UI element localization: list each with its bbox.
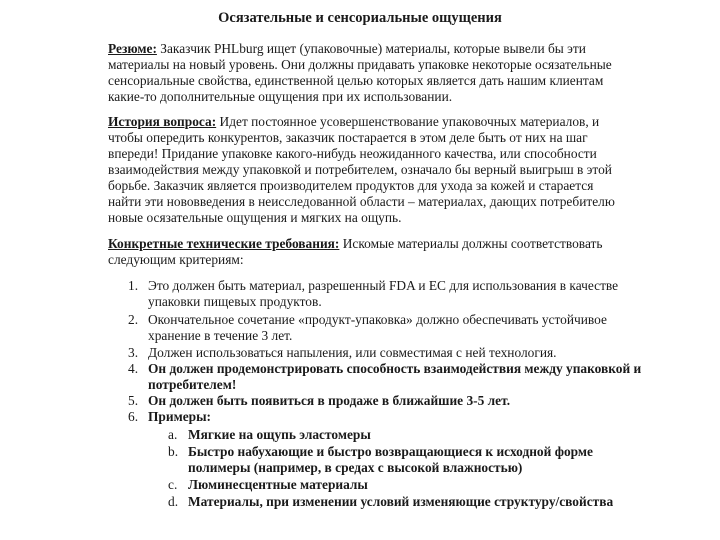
summary-line-4: какие-то дополнительные ощущения при их использовании.	[108, 89, 453, 104]
list-number: 1.	[128, 278, 139, 293]
summary-line-3: сенсориальные свойства, единственной целью которых является дать нашим клиентам	[108, 73, 604, 88]
sublist-letter: b.	[168, 444, 179, 459]
history-line-1	[108, 114, 599, 129]
history-line-4: взаимодействия между упаковкой и потребителем, означало бы верный выигрыш в этой	[108, 162, 612, 177]
summary-line-1	[108, 41, 586, 56]
summary-heading: Резюме:	[108, 41, 157, 56]
summary-text: Заказчик PHLburg ищет (упаковочные) материалы, которые вывели бы эти	[156, 41, 586, 56]
list-item-4-line-2: потребителем!	[148, 377, 237, 392]
list-item-5-line-1: Он должен быть появиться в продаже в ближайшие 3-5 лет.	[148, 393, 511, 408]
history-line-6: найти эти нововведения в неисследованной области – материалах, дающих потребителю	[108, 194, 615, 209]
list-item-4-line-1: Он должен продемонстрировать способность взаимодействия между упаковкой и	[148, 361, 642, 376]
history-heading: История вопроса:	[108, 114, 217, 129]
list-item-3-line-1: Должен использоваться напыления, или совместимая с ней технология.	[148, 345, 557, 360]
requirements-line-2: следующим критериям:	[108, 252, 244, 267]
list-number: 3.	[128, 345, 139, 360]
document-title: Осязательные и сенсориальные ощущения	[218, 10, 502, 26]
sublist-item-c-line-1: Люминесцентные материалы	[188, 477, 368, 492]
sublist-item-b-line-1: Быстро набухающие и быстро возвращающиеся к исходной форме	[188, 444, 593, 459]
list-number: 6.	[128, 409, 139, 424]
history-line-7: новые осязательные ощущения и мягких на ощупь.	[108, 210, 402, 225]
sublist-item-a-line-1: Мягкие на ощупь эластомеры	[188, 427, 371, 442]
sublist-letter: c.	[168, 477, 178, 492]
list-number: 4.	[128, 361, 139, 376]
sublist-item-b-line-2: полимеры (например, в средах с высокой влажностью)	[188, 460, 523, 475]
list-number: 5.	[128, 393, 139, 408]
requirements-text: Искомые материалы должны соответствовать	[339, 236, 603, 251]
history-text: Идет постоянное усовершенствование упаковочных материалов, и	[216, 114, 600, 129]
sublist-item-d-line-1: Материалы, при изменении условий изменяющие структуру/свойства	[188, 494, 614, 509]
requirements-line-1	[108, 236, 603, 251]
history-line-5: борьбе. Заказчик является производителем продуктов для ухода за кожей и старается	[108, 178, 594, 193]
list-item-2-line-1: Окончательное сочетание «продукт-упаковка» должно обеспечивать устойчивое	[148, 312, 607, 327]
list-item-2-line-2: хранение в течение 3 лет.	[148, 328, 293, 343]
list-item-1-line-1: Это должен быть материал, разрешенный FDA и ЕС для использования в качестве	[148, 278, 619, 293]
list-number: 2.	[128, 312, 139, 327]
list-item-6-line-1: Примеры:	[148, 409, 212, 424]
sublist-letter: d.	[168, 494, 179, 509]
history-line-3: впереди! Придание упаковке какого-нибудь неожиданного качества, или способности	[108, 146, 597, 161]
requirements-heading: Конкретные технические требования:	[108, 236, 340, 251]
history-line-2: чтобы опередить конкурентов, заказчик постарается в этом деле быть от них на шаг	[108, 130, 588, 145]
sublist-letter: a.	[168, 427, 178, 442]
summary-line-2: материалы на новый уровень. Они должны придавать упаковке некоторые осязательные	[108, 57, 612, 72]
list-item-1-line-2: упаковки пищевых продуктов.	[148, 294, 322, 309]
